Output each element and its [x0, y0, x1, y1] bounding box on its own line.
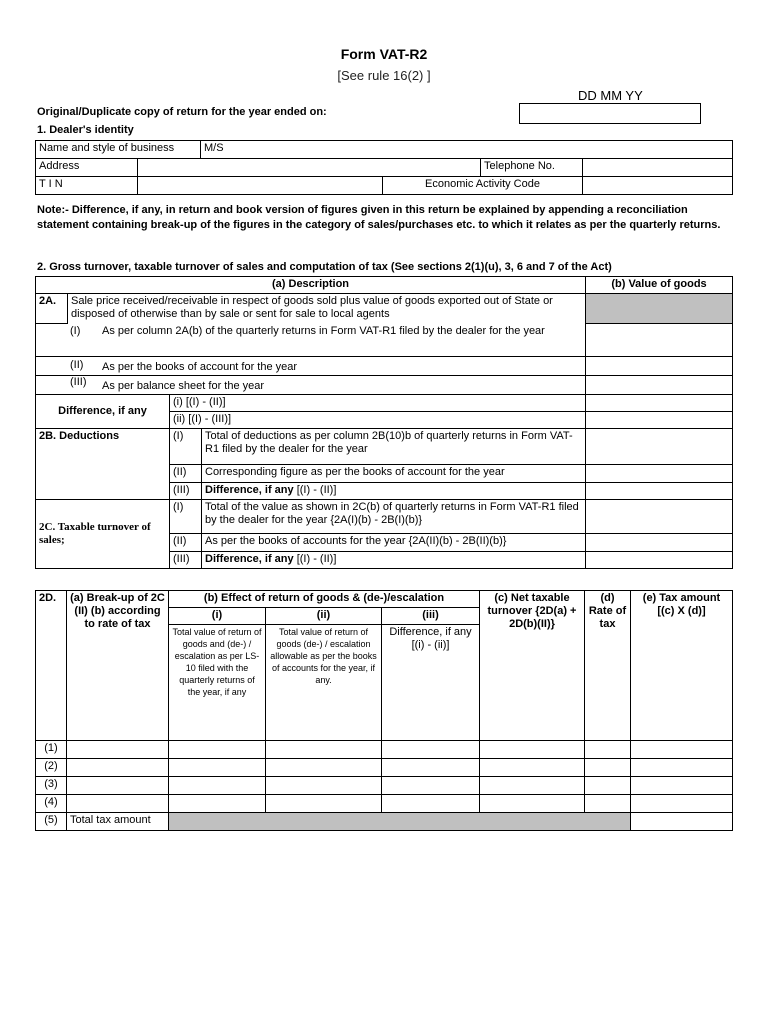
section2-table — [35, 276, 733, 569]
row-2d-2-e[interactable] — [631, 759, 733, 777]
row-2d-total-num: (5) — [36, 813, 67, 831]
row-2d-4-b-ii[interactable] — [266, 795, 382, 813]
telephone-label: Telephone No. — [481, 159, 583, 177]
row-2a-text: Sale price received/receivable in respect of goods sold plus value of goods exported out of State or disposed of otherwise than by sale or sent for sale to local agents — [68, 294, 586, 324]
note-text: Note:- Difference, if any, in return and book version of figures given in this return be explained by appending a reconciliation statement containing break-up of the figures in the category of sales/purchases etc. to which it relates as per the quarterly returns. — [37, 204, 721, 231]
col-b-header: (b) Value of goods — [586, 277, 733, 294]
row-2d-4-d[interactable] — [585, 795, 631, 813]
row-2d-2-d[interactable] — [585, 759, 631, 777]
eac-field[interactable] — [583, 177, 733, 195]
row-2d-2-num: (2) — [36, 759, 67, 777]
section1-heading: 1. Dealer's identity — [37, 124, 134, 136]
difference-i-value[interactable] — [586, 395, 733, 412]
row-2d-3-b-ii[interactable] — [266, 777, 382, 795]
row-2b-i-num: (I) — [170, 429, 202, 465]
form-subtitle: [See rule 16(2) ] — [337, 68, 431, 83]
row-2d-3-a[interactable] — [67, 777, 169, 795]
telephone-field[interactable] — [583, 159, 733, 177]
row-2d-1-d[interactable] — [585, 741, 631, 759]
difference-ii-value[interactable] — [586, 412, 733, 429]
return-line: Original/Duplicate copy of return for the year ended on: — [37, 106, 327, 118]
row-2a-iii-value[interactable] — [586, 376, 733, 395]
section2-heading: 2. Gross turnover, taxable turnover of sales and computation of tax (See sections 2(1)(u), 3, 6 and 7 of the Act) — [37, 261, 612, 273]
row-2d-1-e[interactable] — [631, 741, 733, 759]
col-2d-e-header: (e) Tax amount [(c) X (d)] — [631, 591, 733, 741]
row-2d-3-e[interactable] — [631, 777, 733, 795]
row-2d-3-num: (3) — [36, 777, 67, 795]
row-2d-1-b-i[interactable] — [169, 741, 266, 759]
row-2c-iii-text: [(I) - (II)] — [293, 553, 337, 565]
col-2d-b-iii: (iii) — [382, 608, 480, 625]
row-2a-iii-text: As per balance sheet for the year — [102, 380, 265, 392]
row-2d-4-b-iii[interactable] — [382, 795, 480, 813]
row-2a-value-shaded — [586, 294, 733, 324]
row-2b-ii-value[interactable] — [586, 465, 733, 483]
col-2d-a-header: (a) Break-up of 2C (II) (b) according to rate of tax — [67, 591, 169, 741]
row-2d-1-c[interactable] — [480, 741, 585, 759]
row-2b-iii-num: (III) — [170, 483, 202, 500]
row-2d-4-b-i[interactable] — [169, 795, 266, 813]
row-2d-label: 2D. — [36, 591, 67, 741]
section2d-table — [35, 590, 733, 831]
address-field[interactable] — [138, 159, 481, 177]
col-a-header: (a) Description — [36, 277, 586, 294]
row-2a-iii-num: (III) — [70, 376, 87, 388]
return-date-field[interactable] — [519, 103, 701, 124]
tin-label: T I N — [36, 177, 138, 195]
row-2a-iii — [36, 376, 586, 395]
col-2d-b-header: (b) Effect of return of goods & (de-)/escalation — [169, 591, 480, 608]
col-2d-b-i: (i) — [169, 608, 266, 625]
row-2c-iii — [202, 552, 586, 569]
row-2b-iii-bold: Difference, if any — [205, 484, 294, 496]
row-2d-4-num: (4) — [36, 795, 67, 813]
row-2a-ii-value[interactable] — [586, 357, 733, 376]
row-2d-3-c[interactable] — [480, 777, 585, 795]
row-2a-i-text: As per column 2A(b) of the quarterly returns in Form VAT-R1 filed by the dealer for the year — [102, 325, 545, 337]
form-title: Form VAT-R2 — [340, 46, 428, 62]
row-2b-i-value[interactable] — [586, 429, 733, 465]
name-label: Name and style of business — [36, 141, 201, 159]
row-2b-iii-value[interactable] — [586, 483, 733, 500]
col-2d-b-iii-text: Difference, if any [(i) - (ii)] — [382, 625, 480, 741]
col-2d-b-ii-text: Total value of return of goods (de-) / escalation allowable as per the books of accounts for the year, if any. — [266, 625, 382, 741]
row-2d-1-b-ii[interactable] — [266, 741, 382, 759]
dealer-identity-table — [35, 140, 733, 195]
col-2d-c-header: (c) Net taxable turnover {2D(a) + 2D(b)(II)} — [480, 591, 585, 741]
row-2d-3-d[interactable] — [585, 777, 631, 795]
row-2c-i-value[interactable] — [586, 500, 733, 534]
row-2d-total-label: Total tax amount — [67, 813, 169, 831]
row-2b-ii-num: (II) — [170, 465, 202, 483]
row-2d-2-a[interactable] — [67, 759, 169, 777]
row-2d-2-c[interactable] — [480, 759, 585, 777]
tin-field[interactable] — [138, 177, 383, 195]
row-2c-label: 2C. Taxable turnover of sales; — [36, 500, 170, 569]
row-2a-label: 2A. — [36, 294, 68, 324]
row-2d-2-b-iii[interactable] — [382, 759, 480, 777]
row-2d-2-b-ii[interactable] — [266, 759, 382, 777]
row-2d-3-b-iii[interactable] — [382, 777, 480, 795]
row-2a-i-value[interactable] — [586, 324, 733, 357]
row-2b-i-text: Total of deductions as per column 2B(10)b of quarterly returns in Form VAT-R1 filed by the dealer for the year — [202, 429, 586, 465]
row-2c-iii-num: (III) — [170, 552, 202, 569]
row-2d-4-c[interactable] — [480, 795, 585, 813]
date-format-label: DD MM YY — [578, 88, 643, 103]
row-2d-1-b-iii[interactable] — [382, 741, 480, 759]
row-2c-ii-num: (II) — [170, 534, 202, 552]
row-2d-1-a[interactable] — [67, 741, 169, 759]
row-2a-i — [36, 324, 586, 357]
difference-i: (i) [(I) - (II)] — [170, 395, 586, 412]
row-2a-ii-num: (II) — [70, 359, 84, 371]
row-2d-2-b-i[interactable] — [169, 759, 266, 777]
row-2a-ii — [36, 357, 586, 376]
row-2d-total-e[interactable] — [631, 813, 733, 831]
row-2c-iii-value[interactable] — [586, 552, 733, 569]
row-2c-iii-bold: Difference, if any — [205, 553, 294, 565]
row-2c-i-text: Total of the value as shown in 2C(b) of quarterly returns in Form VAT-R1 filed by the dealer for the year {2A(I)(b) - 2B(I)(b)} — [202, 500, 586, 534]
row-2c-ii-value[interactable] — [586, 534, 733, 552]
row-2d-3-b-i[interactable] — [169, 777, 266, 795]
difference-ii: (ii) [(I) - (III)] — [170, 412, 586, 429]
row-2d-4-a[interactable] — [67, 795, 169, 813]
row-2c-ii-text: As per the books of accounts for the year {2A(II)(b) - 2B(II)(b)} — [202, 534, 586, 552]
row-2a-ii-text: As per the books of account for the year — [102, 361, 298, 373]
col-2d-b-ii: (ii) — [266, 608, 382, 625]
row-2d-4-e[interactable] — [631, 795, 733, 813]
row-2d-total-shaded — [169, 813, 631, 831]
col-2d-b-i-text: Total value of return of goods and (de-) / escalation as per LS-10 filed with the quarterly returns of the year, if any — [169, 625, 266, 741]
row-2d-1-num: (1) — [36, 741, 67, 759]
address-label: Address — [36, 159, 138, 177]
row-2a-i-num: (I) — [70, 325, 81, 337]
row-2b-ii-text: Corresponding figure as per the books of account for the year — [202, 465, 586, 483]
row-2c-i-num: (I) — [170, 500, 202, 534]
name-field[interactable]: M/S — [201, 141, 733, 159]
eac-label: Economic Activity Code — [383, 177, 583, 195]
row-2b-iii — [202, 483, 586, 500]
row-2b-label: 2B. Deductions — [36, 429, 170, 500]
difference-label: Difference, if any — [36, 395, 170, 429]
row-2b-iii-text: [(I) - (II)] — [293, 484, 337, 496]
col-2d-d-header: (d) Rate of tax — [585, 591, 631, 741]
